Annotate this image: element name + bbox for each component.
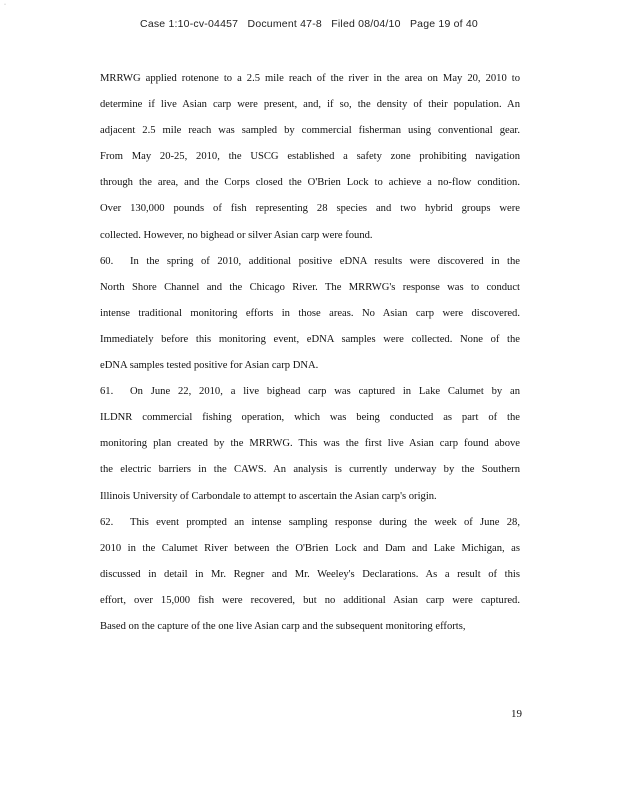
paragraph-number: 61. [100, 386, 114, 398]
text-line: North Shore Channel and the Chicago River. The MRRWG's response was to conduct [100, 281, 520, 293]
paragraph-61-first-line [100, 379, 520, 405]
text-line: From May 20-25, 2010, the USCG established a safety zone prohibiting navigation [100, 151, 520, 163]
text-line: the electric barriers in the CAWS. An analysis is currently underway by the Southern [100, 464, 520, 476]
scan-corner-mark: · [4, 2, 6, 8]
text-line: collected. However, no bighead or silver Asian carp were found. [100, 229, 373, 241]
text-line: through the area, and the Corps closed the O'Brien Lock to achieve a no-flow condition. [100, 177, 520, 189]
paragraph-number: 62. [100, 516, 114, 528]
text-line: effort, over 15,000 fish were recovered, but no additional Asian carp were captured. [100, 594, 520, 606]
paragraph-number: 60. [100, 255, 114, 267]
text-line: ILDNR commercial fishing operation, which was being conducted as part of the [100, 412, 520, 424]
text-line: intense traditional monitoring efforts in those areas. No Asian carp were discovered. [100, 307, 520, 319]
text-line: monitoring plan created by the MRRWG. This was the first live Asian carp found above [100, 438, 520, 450]
text-line: Immediately before this monitoring event, eDNA samples were collected. None of the [100, 333, 520, 345]
case-header: Case 1:10-cv-04457 Document 47-8 Filed 08/04/10 Page 19 of 40 [140, 18, 478, 30]
text-line: determine if live Asian carp were present, and, if so, the density of their population. An [100, 99, 520, 111]
text-line: 2010 in the Calumet River between the O'Brien Lock and Dam and Lake Michigan, as [100, 542, 520, 554]
text-line: Based on the capture of the one live Asian carp and the subsequent monitoring efforts, [100, 620, 466, 632]
page-number: 19 [511, 708, 522, 720]
text-line: discussed in detail in Mr. Regner and Mr. Weeley's Declarations. As a result of this [100, 568, 520, 580]
paragraph-62-first-line [100, 510, 520, 536]
text-line: Over 130,000 pounds of fish representing 28 species and two hybrid groups were [100, 203, 520, 215]
text-line: Illinois University of Carbondale to attempt to ascertain the Asian carp's origin. [100, 490, 437, 502]
body-text [100, 66, 520, 640]
text-line: In the spring of 2010, additional positive eDNA results were discovered in the [130, 255, 520, 267]
text-line: eDNA samples tested positive for Asian carp DNA. [100, 360, 319, 372]
text-line: adjacent 2.5 mile reach was sampled by commercial fisherman using conventional gear. [100, 125, 520, 137]
text-line: This event prompted an intense sampling response during the week of June 28, [130, 516, 520, 528]
text-line: MRRWG applied rotenone to a 2.5 mile reach of the river in the area on May 20, 2010 to [100, 73, 520, 84]
paragraph-60-first-line [100, 249, 520, 275]
text-line: On June 22, 2010, a live bighead carp was captured in Lake Calumet by an [130, 386, 520, 398]
